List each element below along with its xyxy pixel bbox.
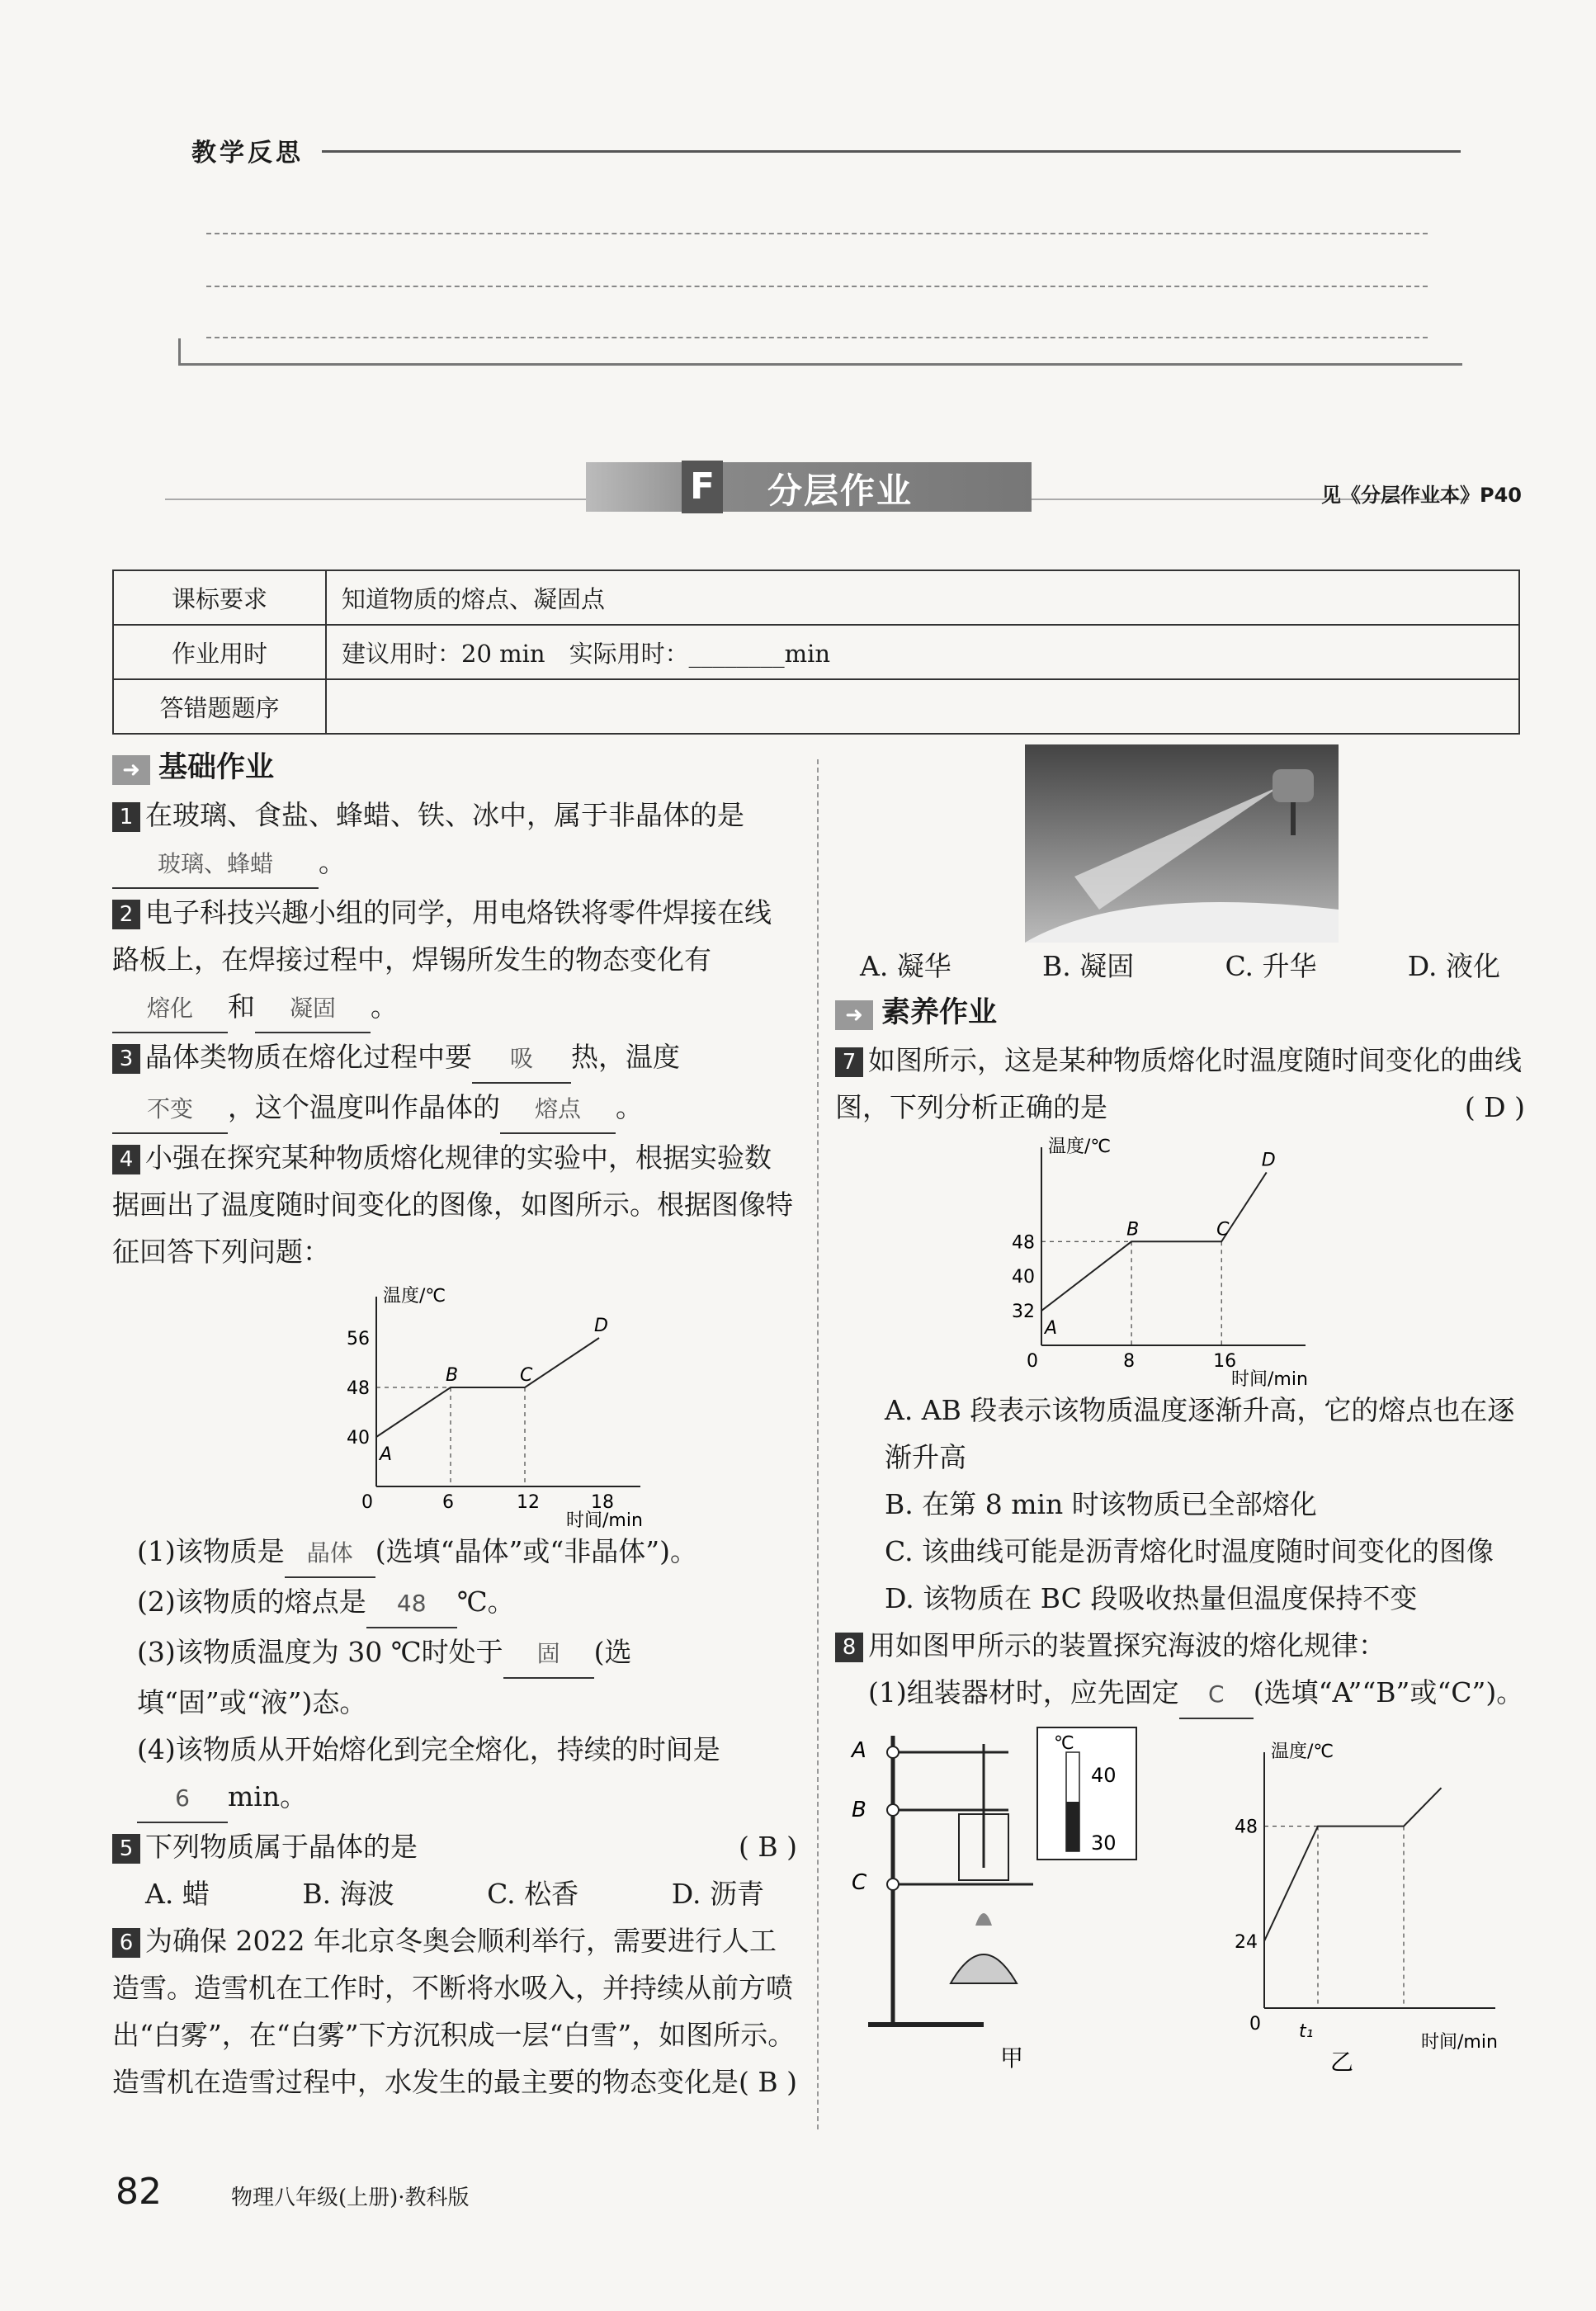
option[interactable]: A. 凝华: [860, 950, 951, 982]
origin-label: 0: [361, 1492, 373, 1513]
question-5: 5 下列物质属于晶体的是 ( B ): [112, 1823, 797, 1870]
x-tick-label: 6: [442, 1492, 454, 1513]
origin-label: 0: [1027, 1351, 1038, 1372]
q7-option-c[interactable]: C. 该曲线可能是沥青熔化时温度随时间变化的图像: [885, 1535, 1494, 1567]
right-column: [835, 744, 1525, 2074]
y-tick-label: 40: [1012, 1267, 1035, 1288]
reflection-box-left: [178, 338, 181, 365]
point-label-d: D: [594, 1316, 608, 1336]
table-value: 知道物质的熔点、凝固点: [326, 570, 1519, 625]
question-2: 2 电子科技兴趣小组的同学，用电烙铁将零件焊接在线路板上，在焊接过程中，焊锡所发生的物态变化有 熔化 和 凝固 。: [112, 889, 797, 1033]
page-number: 82: [116, 2171, 162, 2213]
snow-machine-photo: [1025, 744, 1339, 943]
option[interactable]: C. 升华: [1225, 950, 1317, 982]
point-label-a: A: [380, 1444, 393, 1465]
therm-unit: ℃: [1054, 1733, 1074, 1754]
x-axis-label: 时间/min: [566, 1510, 643, 1528]
x-tick-label: 18: [591, 1492, 614, 1513]
q7-option-a[interactable]: A. AB 段表示该物质温度逐渐升高，它的熔点也在逐渐升高: [885, 1394, 1515, 1473]
reflection-dash-line: [206, 337, 1428, 338]
q7-option-b[interactable]: B. 在第 8 min 时该物质已全部熔化: [885, 1488, 1317, 1520]
y-axis-label: 温度/℃: [1271, 1742, 1334, 1762]
y-tick-label: 48: [347, 1378, 370, 1399]
point-label-c: C: [520, 1365, 533, 1386]
left-column: [112, 744, 797, 2105]
book-title: 物理八年级(上册)·教科版: [231, 2186, 470, 2210]
reflection-title: 教学反思: [191, 139, 304, 168]
option[interactable]: C. 松香: [487, 1878, 579, 1910]
option[interactable]: B. 凝固: [1042, 950, 1135, 982]
answer-blank: 熔化: [112, 985, 228, 1033]
answer-blank: 凝固: [255, 985, 371, 1033]
origin-label: 0: [1249, 2014, 1261, 2035]
y-tick-label: 40: [347, 1428, 370, 1449]
point-label-c: C: [1216, 1219, 1230, 1241]
q8-sub1: (1)组装器材时，应先固定 C (选填“A”“B”或“C”)。: [835, 1669, 1525, 1719]
banner-title: 分层作业: [767, 470, 914, 511]
y-tick-label: 56: [347, 1329, 370, 1349]
therm-30: 30: [1091, 1831, 1117, 1855]
question-8: 8 用如图甲所示的装置探究海波的熔化规律：: [835, 1622, 1525, 1669]
therm-40: 40: [1091, 1764, 1117, 1787]
y-tick-label: 24: [1235, 1931, 1258, 1953]
arrow-icon: ➜: [835, 1000, 873, 1030]
answer-blank: 吸: [472, 1035, 571, 1084]
label-b: B: [852, 1798, 866, 1822]
q4-sub1: (1)该物质是 晶体 (选填“晶体”或“非晶体”)。: [112, 1528, 797, 1578]
question-3: 3 晶体类物质在熔化过程中要 吸 热，温度 不变 ，这个温度叫作晶体的 熔点 。: [112, 1033, 797, 1134]
data-line: [1264, 1788, 1442, 1941]
x-tick-label: 8: [1123, 1351, 1136, 1372]
table-key: 课标要求: [113, 570, 326, 625]
option[interactable]: B. 海波: [302, 1878, 394, 1910]
banner-letter: F: [682, 461, 723, 513]
q4-sub2: (2)该物质的熔点是 48 ℃。: [112, 1578, 797, 1628]
table-key: 答错题题序: [113, 679, 326, 734]
reflection-box-bottom: [178, 363, 1462, 366]
column-divider: [817, 759, 819, 2129]
banner-reference: 见《分层作业本》P40: [1321, 484, 1522, 507]
q6-options: [835, 943, 1525, 990]
requirements-table: [112, 569, 1520, 735]
x-tick-label: 16: [1213, 1351, 1237, 1372]
reflection-line: [322, 150, 1461, 153]
question-7: 7 如图所示，这是某种物质熔化时温度随时间变化的曲线图，下列分析正确的是 ( D ): [835, 1044, 1525, 1123]
t1-label: t₁: [1299, 2021, 1314, 2042]
point-label-b: B: [1126, 1219, 1140, 1241]
chart-q4: [319, 1280, 665, 1528]
table-row: [113, 625, 1519, 679]
y-tick-label: 48: [1235, 1817, 1258, 1838]
option[interactable]: D. 沥青: [671, 1878, 764, 1910]
answer-blank: 玻璃、蜂蜡: [112, 840, 319, 889]
question-1: 1 在玻璃、食盐、蜂蜡、铁、冰中，属于非晶体的是 玻璃、蜂蜡 。: [112, 792, 797, 889]
q5-options: [112, 1870, 797, 1917]
q7-option-d[interactable]: D. 该物质在 BC 段吸收热量但温度保持不变: [885, 1582, 1418, 1614]
point-label-b: B: [446, 1365, 459, 1386]
q4-sub3: (3)该物质温度为 30 ℃时处于 固 (选填“固”或“液”)态。: [112, 1628, 797, 1726]
section-basic: ➜ 基础作业: [112, 744, 797, 792]
arrow-icon: ➜: [112, 755, 150, 785]
y-tick-label: 48: [1012, 1232, 1035, 1254]
option[interactable]: D. 液化: [1407, 950, 1500, 982]
x-axis-label: 时间/min: [1231, 1369, 1308, 1387]
y-tick-label: 32: [1012, 1302, 1035, 1323]
table-row: [113, 679, 1519, 734]
table-key: 作业用时: [113, 625, 326, 679]
answer-blank: 熔点: [500, 1085, 616, 1134]
apparatus-jia: [843, 1719, 1190, 2074]
table-value: 建议用时：20 min 实际用时：________min: [326, 625, 1519, 679]
question-4: 4 小强在探究某种物质熔化规律的实验中，根据实验数据画出了温度随时间变化的图像，如图所示。根据图像特征回答下列问题：: [112, 1141, 793, 1268]
x-tick-label: 12: [517, 1492, 540, 1513]
label-a: A: [852, 1738, 866, 1763]
point-label-a: A: [1045, 1318, 1058, 1340]
q4-sub4: (4)该物质从开始熔化到完全熔化，持续的时间是6 min。: [112, 1726, 797, 1823]
x-axis-label: 时间/min: [1421, 2032, 1498, 2053]
section-literacy: ➜ 素养作业: [835, 990, 1525, 1037]
label-yi: 乙: [1330, 2049, 1354, 2074]
answer-blank: 不变: [112, 1085, 228, 1134]
chart-q7: [984, 1131, 1330, 1387]
reflection-dash-line: [206, 233, 1428, 234]
point-label-d: D: [1261, 1150, 1276, 1171]
table-value: [326, 679, 1519, 734]
y-axis-label: 温度/℃: [1048, 1137, 1112, 1157]
y-axis-label: 温度/℃: [383, 1286, 446, 1307]
reflection-dash-line: [206, 286, 1428, 287]
q8-figures: [835, 1719, 1525, 2074]
label-jia: 甲: [1000, 2044, 1024, 2072]
question-6: 6 为确保 2022 年北京冬奥会顺利举行，需要进行人工造雪。造雪机在工作时，不断将水吸入，并持续从前方喷出“白雾”，在“白雾”下方沉积成一层“白雪”，如图所示。造雪机在造雪过程中，水发生的最主要的物态变化是 ( B ): [112, 1925, 797, 2098]
table-row: [113, 570, 1519, 625]
chart-q8-yi: [1206, 1719, 1520, 2074]
label-c: C: [852, 1870, 867, 1895]
option[interactable]: A. 蜡: [145, 1878, 210, 1910]
